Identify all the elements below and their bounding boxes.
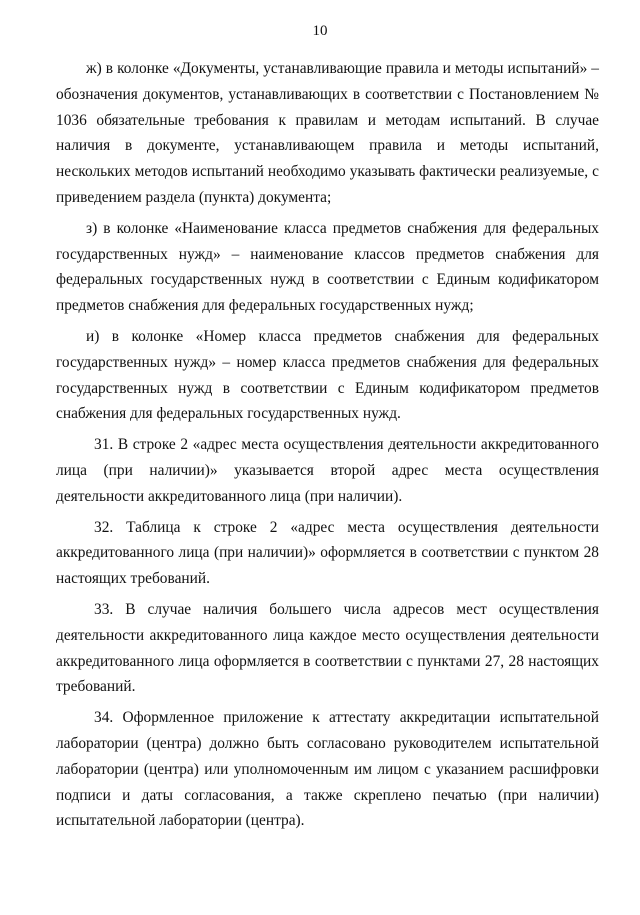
paragraph-i: и) в колонке «Номер класса предметов снабжения для федеральных государственных нужд» – номер класса предметов снабжения для федеральных государственных нужд в соответствии с Единым кодификатором предметов снабжения для федеральных государственных нужд. xyxy=(56,327,599,423)
paragraph-31: 31. В строке 2 «адрес места осуществления деятельности аккредитованного лица (при наличии)» указывается второй адрес места осуществления деятельности аккредитованного лица (при наличии). xyxy=(56,436,599,505)
paragraph-32: 32. Таблица к строке 2 «адрес места осуществления деятельности аккредитованного лица (при наличии)» оформляется в соответствии с пунктом 28 настоящих требований. xyxy=(56,518,599,588)
paragraph-34: 34. Оформленное приложение к аттестату аккредитации испытательной лаборатории (центра) должно быть согласовано руководителем испытательной лаборатории (центра) или уполномоченным им лицом с указанием расшифровки подписи и даты согласования, а также скреплено печатью (при наличии) испытательной лаборатории (центра). xyxy=(56,709,599,830)
paragraph-zh: ж) в колонке «Документы, устанавливающие правила и методы испытаний» – обозначения документов, устанавливающих в соответствии с Постановлением № 1036 обязательные требования к правилам и методам испытаний. В случае наличия в документе, устанавливающем правила и методы испытаний, нескольких методов испытаний необходимо указывать фактически реализуемые, с приведением раздела (пункта) документа; xyxy=(56,60,599,206)
document-body xyxy=(56,56,599,839)
page-number: 10 xyxy=(312,23,328,39)
paragraph-z: з) в колонке «Наименование класса предметов снабжения для федеральных государственных нужд» – наименование классов предметов снабжения для федеральных государственных нужд в соответствии с Единым кодификатором предметов снабжения для федеральных государственных нужд; xyxy=(56,219,599,315)
paragraph-33: 33. В случае наличия большего числа адресов мест осуществления деятельности аккредитованного лица каждое место осуществления деятельности аккредитованного лица оформляется в соответствии с пунктами 27, 28 настоящих требований. xyxy=(56,600,599,696)
